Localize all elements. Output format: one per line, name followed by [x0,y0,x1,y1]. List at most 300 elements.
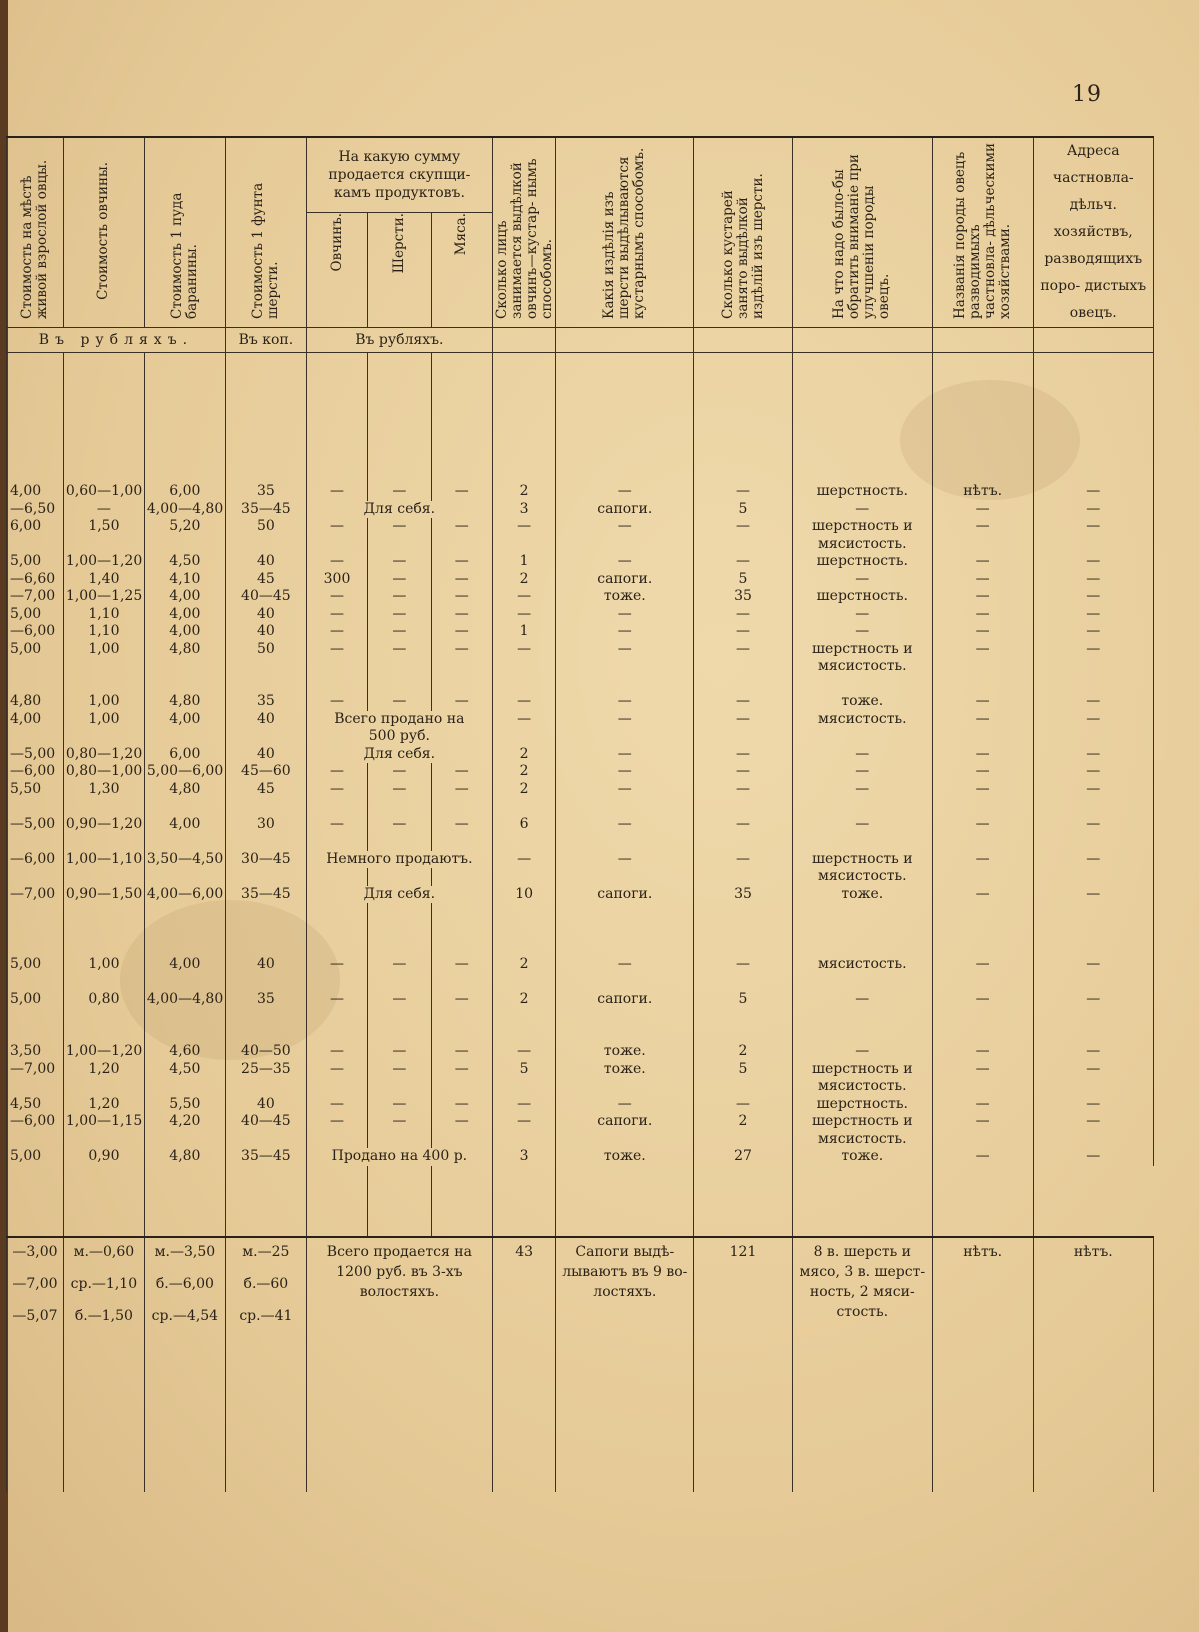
totals-row [7,1237,1154,1492]
cell-addresses [1033,1131,1153,1149]
cell-tanners [492,903,555,921]
table-row [7,1096,1154,1114]
cell-sheepskin-price: 1,20 [63,1096,144,1114]
cell-sold-sheepskins [306,868,367,886]
cell-tanners: 2 [492,746,555,764]
header-wool: Шерсти. [368,213,431,328]
cell-sheepskin-price: 0,80—1,00 [63,763,144,781]
cell-craftsmen: — [694,711,793,729]
cell-sold-sheepskins: Для себя. [306,746,492,764]
cell-tanners [492,921,555,939]
cell-wool-price: 40—45 [225,588,306,606]
cell-mutton-price: 5,00—6,00 [144,763,225,781]
cell-addresses: — [1033,1148,1153,1166]
cell-sold-wool: — [368,1113,431,1131]
cell-wool-products [556,903,694,921]
cell-sold-sheepskins [306,938,367,956]
cell-sold-meat [431,868,492,886]
cell-sheepskin-price: 1,00—1,15 [63,1113,144,1131]
cell-sheep-price [7,658,64,676]
cell-tanners [492,833,555,851]
cell-breed-names [932,868,1033,886]
total-breed-names: нѣтъ. [932,1237,1033,1492]
cell-breed-names: — [932,553,1033,571]
cell-sold-sheepskins [306,798,367,816]
cell-sheep-price [7,903,64,921]
cell-sold-meat [431,1008,492,1026]
cell-mutton-price: 4,00—6,00 [144,886,225,904]
cell-addresses: — [1033,956,1153,974]
cell-sheep-price: —7,00 [7,588,64,606]
cell-sold-wool [368,1131,431,1149]
cell-sheep-price: 5,00 [7,1148,64,1166]
header-breed-names: Названія породы овецъ разводимыхъ частновла- дѣльческими хозяйствами. [932,137,1033,328]
cell-craftsmen: — [694,816,793,834]
header-breed-improvement: На что надо было-бы обратить вниманіе при улучшеніи породы овецъ. [792,137,932,328]
cell-sold-sheepskins [306,1131,367,1149]
cell-breed-improvement: шерстность и [792,1113,932,1131]
cell-sold-sheepskins [306,1026,367,1044]
table-end-space [7,1166,1154,1237]
unit-rubles-sales-label: Въ рубляхъ. [306,328,492,353]
cell-sheep-price [7,973,64,991]
cell-tanners: — [492,641,555,659]
cell-craftsmen [694,1008,793,1026]
cell-breed-names: — [932,641,1033,659]
cell-sold-wool: — [368,1043,431,1061]
cell-mutton-price [144,903,225,921]
cell-sold-wool [368,1026,431,1044]
cell-mutton-price [144,973,225,991]
cell-breed-improvement: мясистость. [792,536,932,554]
cell-wool-price: 35 [225,693,306,711]
cell-craftsmen: — [694,518,793,536]
cell-addresses: — [1033,483,1153,501]
cell-wool-products [556,728,694,746]
cell-mutton-price [144,658,225,676]
table-row [7,1131,1154,1149]
cell-breed-improvement: шерстность и [792,518,932,536]
cell-tanners: 3 [492,1148,555,1166]
cell-wool-price [225,938,306,956]
cell-breed-names [932,658,1033,676]
cell-wool-products: сапоги. [556,991,694,1009]
cell-wool-products [556,921,694,939]
cell-addresses: — [1033,588,1153,606]
header-wool-products: Какія издѣлія изъ шерсти выдѣлываются кустарнымъ способомъ. [556,137,694,328]
cell-craftsmen: — [694,623,793,641]
cell-wool-price [225,1078,306,1096]
cell-sold-meat: — [431,991,492,1009]
cell-wool-price: 40—45 [225,1113,306,1131]
cell-wool-price: 35—45 [225,501,306,519]
cell-craftsmen: 27 [694,1148,793,1166]
cell-sold-wool: — [368,991,431,1009]
cell-craftsmen: — [694,1096,793,1114]
cell-sold-wool: — [368,1096,431,1114]
cell-sheepskin-price: 1,00 [63,956,144,974]
cell-breed-improvement: — [792,746,932,764]
cell-tanners: 1 [492,553,555,571]
cell-wool-price [225,676,306,694]
cell-breed-names: — [932,1096,1033,1114]
cell-sheepskin-price: 1,30 [63,781,144,799]
cell-craftsmen: 5 [694,1061,793,1079]
cell-breed-improvement: тоже. [792,886,932,904]
cell-breed-improvement: шерстность и [792,851,932,869]
sheep-statistics-table [6,136,1154,1492]
cell-sold-sheepskins: 300 [306,571,367,589]
table-body [7,483,1154,1166]
cell-craftsmen [694,938,793,956]
cell-sold-meat: — [431,816,492,834]
cell-breed-improvement: — [792,501,932,519]
cell-breed-improvement: — [792,991,932,1009]
cell-craftsmen [694,868,793,886]
cell-craftsmen: — [694,746,793,764]
cell-wool-price: 40 [225,746,306,764]
cell-sheep-price: —5,00 [7,746,64,764]
table-row [7,868,1154,886]
cell-mutton-price: 4,50 [144,553,225,571]
cell-sold-meat [431,1026,492,1044]
cell-tanners: 5 [492,1061,555,1079]
cell-sheepskin-price: 1,00—1,20 [63,553,144,571]
cell-sold-wool [368,938,431,956]
cell-breed-improvement [792,1008,932,1026]
cell-sheep-price: 5,00 [7,606,64,624]
cell-sheep-price [7,1131,64,1149]
cell-mutton-price: 4,80 [144,641,225,659]
cell-wool-products: — [556,518,694,536]
cell-wool-products [556,938,694,956]
cell-sold-sheepskins: Продано на 400 р. [306,1148,492,1166]
cell-mutton-price: 3,50—4,50 [144,851,225,869]
cell-sheepskin-price: 1,00 [63,693,144,711]
cell-wool-products: — [556,956,694,974]
cell-sold-meat [431,921,492,939]
cell-tanners [492,868,555,886]
cell-tanners [492,798,555,816]
cell-wool-price: 35—45 [225,1148,306,1166]
cell-breed-names: — [932,571,1033,589]
cell-breed-improvement: шерстность и [792,641,932,659]
total-sheepskin-price: м.—0,60 ср.—1,10 б.—1,50 [63,1237,144,1492]
total-craftsmen: 121 [694,1237,793,1492]
cell-sheepskin-price [63,938,144,956]
cell-tanners: 2 [492,991,555,1009]
table-row [7,991,1154,1009]
cell-sheepskin-price: 1,00—1,20 [63,1043,144,1061]
cell-sold-meat [431,798,492,816]
cell-breed-improvement: — [792,571,932,589]
cell-sheepskin-price [63,903,144,921]
total-wool-products: Сапоги выдѣ- лываютъ въ 9 во- лостяхъ. [556,1237,694,1492]
cell-sold-sheepskins [306,658,367,676]
cell-breed-improvement: шерстность. [792,553,932,571]
cell-addresses [1033,868,1153,886]
cell-addresses: — [1033,991,1153,1009]
cell-mutton-price: 4,80 [144,1148,225,1166]
cell-breed-improvement: мясистость. [792,711,932,729]
cell-breed-names [932,833,1033,851]
cell-wool-products: — [556,606,694,624]
cell-addresses [1033,1008,1153,1026]
cell-sheep-price: 4,00 [7,483,64,501]
cell-wool-price: 25—35 [225,1061,306,1079]
cell-sold-sheepskins: — [306,518,367,536]
cell-addresses [1033,1026,1153,1044]
cell-wool-price: 40 [225,711,306,729]
cell-sheepskin-price: 1,00 [63,641,144,659]
cell-sheep-price: 5,50 [7,781,64,799]
cell-craftsmen [694,536,793,554]
header-sheepskins: Овчинъ. [306,213,367,328]
cell-sold-sheepskins: — [306,1096,367,1114]
cell-sheepskin-price: 1,50 [63,518,144,536]
cell-breed-names: — [932,711,1033,729]
cell-breed-names: — [932,851,1033,869]
cell-sold-wool [368,903,431,921]
cell-breed-names: — [932,588,1033,606]
cell-sold-meat [431,1078,492,1096]
cell-sold-wool: — [368,781,431,799]
cell-tanners: 2 [492,763,555,781]
cell-tanners [492,658,555,676]
cell-sold-wool [368,1078,431,1096]
cell-sold-sheepskins: — [306,763,367,781]
cell-tanners [492,1078,555,1096]
cell-sold-meat [431,833,492,851]
cell-sheep-price: 3,50 [7,1043,64,1061]
cell-sold-meat: — [431,588,492,606]
cell-sold-meat: — [431,1113,492,1131]
cell-mutton-price [144,728,225,746]
cell-wool-price: 50 [225,518,306,536]
cell-tanners: — [492,1043,555,1061]
unit-kopecks-label: Въ коп. [225,328,306,353]
cell-wool-products: — [556,553,694,571]
cell-breed-names: — [932,606,1033,624]
cell-breed-improvement: мясистость. [792,1131,932,1149]
table-row [7,693,1154,711]
header-addresses: Адреса частновла- дѣльч. хозяйствъ, разводящихъ поро- дистыхъ овецъ. [1033,137,1153,328]
cell-wool-products: тоже. [556,1148,694,1166]
cell-sheep-price: 6,00 [7,518,64,536]
cell-sheepskin-price [63,1078,144,1096]
cell-sheep-price [7,728,64,746]
cell-addresses: — [1033,1096,1153,1114]
cell-craftsmen: 5 [694,501,793,519]
cell-breed-names: — [932,781,1033,799]
cell-sold-meat: — [431,956,492,974]
cell-breed-improvement [792,921,932,939]
cell-breed-names [932,1008,1033,1026]
cell-breed-names [932,938,1033,956]
cell-sold-sheepskins: — [306,781,367,799]
cell-breed-improvement [792,728,932,746]
cell-sold-wool: — [368,956,431,974]
cell-sold-wool [368,1008,431,1026]
cell-wool-price: 45 [225,781,306,799]
cell-sheep-price: 5,00 [7,553,64,571]
cell-sold-wool: — [368,1061,431,1079]
table-row [7,501,1154,519]
table-row [7,816,1154,834]
cell-sold-sheepskins: Для себя. [306,501,492,519]
page-number: 19 [1072,82,1102,107]
cell-sold-sheepskins: — [306,553,367,571]
cell-wool-products [556,1131,694,1149]
cell-craftsmen: — [694,851,793,869]
cell-addresses: — [1033,746,1153,764]
cell-sold-sheepskins [306,833,367,851]
cell-mutton-price: 4,60 [144,1043,225,1061]
cell-sheepskin-price: 0,80—1,20 [63,746,144,764]
cell-sold-meat [431,903,492,921]
table-row [7,483,1154,501]
cell-sold-meat [431,1131,492,1149]
cell-tanners: 2 [492,956,555,974]
cell-sheep-price: 5,00 [7,991,64,1009]
cell-wool-price: 40 [225,1096,306,1114]
cell-mutton-price [144,921,225,939]
cell-wool-products: — [556,746,694,764]
cell-wool-price [225,658,306,676]
cell-sheep-price [7,1008,64,1026]
cell-sold-meat: — [431,1043,492,1061]
cell-mutton-price [144,1026,225,1044]
table-row [7,1078,1154,1096]
total-addresses: нѣтъ. [1033,1237,1153,1492]
cell-wool-price [225,973,306,991]
table-row [7,641,1154,659]
cell-wool-price: 30—45 [225,851,306,869]
header-tanners-count: Сколько лицъ занимается выдѣлкой овчинъ—кустар- нымъ способомъ. [492,137,555,328]
cell-sheep-price: —6,00 [7,623,64,641]
cell-addresses: — [1033,763,1153,781]
cell-tanners: — [492,518,555,536]
cell-wool-price [225,868,306,886]
table-row [7,851,1154,869]
cell-sheepskin-price: 1,20 [63,1061,144,1079]
cell-craftsmen [694,973,793,991]
cell-wool-products: — [556,483,694,501]
cell-sheepskin-price [63,728,144,746]
cell-wool-price: 45 [225,571,306,589]
table-row [7,571,1154,589]
cell-sold-sheepskins: — [306,483,367,501]
total-breed-improvement: 8 в. шерсть и мясо, 3 в. шерст- ность, 2 мяси- стость. [792,1237,932,1492]
cell-sold-sheepskins [306,536,367,554]
table-row [7,606,1154,624]
cell-sold-wool [368,973,431,991]
cell-sold-wool [368,658,431,676]
cell-wool-price: 40 [225,606,306,624]
cell-tanners: — [492,606,555,624]
cell-wool-price [225,921,306,939]
cell-breed-improvement: мясистость. [792,956,932,974]
cell-craftsmen [694,833,793,851]
cell-craftsmen [694,921,793,939]
cell-breed-names: — [932,693,1033,711]
cell-addresses [1033,536,1153,554]
total-wool-price: м.—25 б.—60 ср.—41 [225,1237,306,1492]
cell-sold-wool: — [368,588,431,606]
cell-sheep-price: —6,00 [7,1113,64,1131]
cell-addresses: — [1033,781,1153,799]
table-row [7,781,1154,799]
cell-tanners: 2 [492,483,555,501]
cell-mutton-price: 6,00 [144,483,225,501]
header-sheep-price: Стоимость на мѣстѣ живой взрослой овцы. [7,137,64,328]
table-row [7,623,1154,641]
cell-addresses [1033,676,1153,694]
cell-breed-improvement: шерстность. [792,588,932,606]
cell-wool-price [225,833,306,851]
cell-tanners: 3 [492,501,555,519]
cell-craftsmen: — [694,763,793,781]
cell-wool-price: 35 [225,991,306,1009]
cell-breed-names: — [932,623,1033,641]
cell-addresses [1033,728,1153,746]
cell-sold-sheepskins [306,973,367,991]
cell-breed-names: — [932,816,1033,834]
cell-sold-meat: — [431,763,492,781]
cell-sheepskin-price [63,833,144,851]
cell-tanners [492,728,555,746]
cell-breed-names [932,1026,1033,1044]
header-mutton-price: Стоимость 1 пуда баранины. [144,137,225,328]
cell-breed-improvement: — [792,1043,932,1061]
table-row [7,676,1154,694]
cell-breed-names: — [932,1113,1033,1131]
cell-addresses: — [1033,816,1153,834]
cell-mutton-price [144,1078,225,1096]
cell-sold-sheepskins: — [306,956,367,974]
cell-sheepskin-price [63,1008,144,1026]
cell-sold-sheepskins: — [306,1043,367,1061]
cell-craftsmen [694,903,793,921]
cell-craftsmen: — [694,693,793,711]
cell-sold-sheepskins: — [306,641,367,659]
cell-mutton-price: 4,00—4,80 [144,991,225,1009]
cell-sold-sheepskins [306,1078,367,1096]
cell-wool-price: 40 [225,956,306,974]
cell-breed-names [932,1078,1033,1096]
cell-sold-meat: — [431,553,492,571]
cell-sold-sheepskins: — [306,1061,367,1079]
cell-sheep-price: 5,00 [7,956,64,974]
cell-sold-sheepskins [306,903,367,921]
cell-sheep-price: —6,00 [7,851,64,869]
table-row [7,886,1154,904]
cell-wool-price [225,903,306,921]
cell-mutton-price: 4,80 [144,781,225,799]
table-row [7,763,1154,781]
cell-wool-products: сапоги. [556,886,694,904]
cell-wool-products: — [556,851,694,869]
cell-sold-wool: — [368,763,431,781]
cell-breed-names [932,921,1033,939]
cell-sold-wool: — [368,483,431,501]
cell-addresses: — [1033,711,1153,729]
cell-sold-wool [368,676,431,694]
cell-sold-meat: — [431,1061,492,1079]
cell-sold-sheepskins [306,676,367,694]
cell-sold-wool: — [368,623,431,641]
cell-breed-improvement: мясистость. [792,658,932,676]
